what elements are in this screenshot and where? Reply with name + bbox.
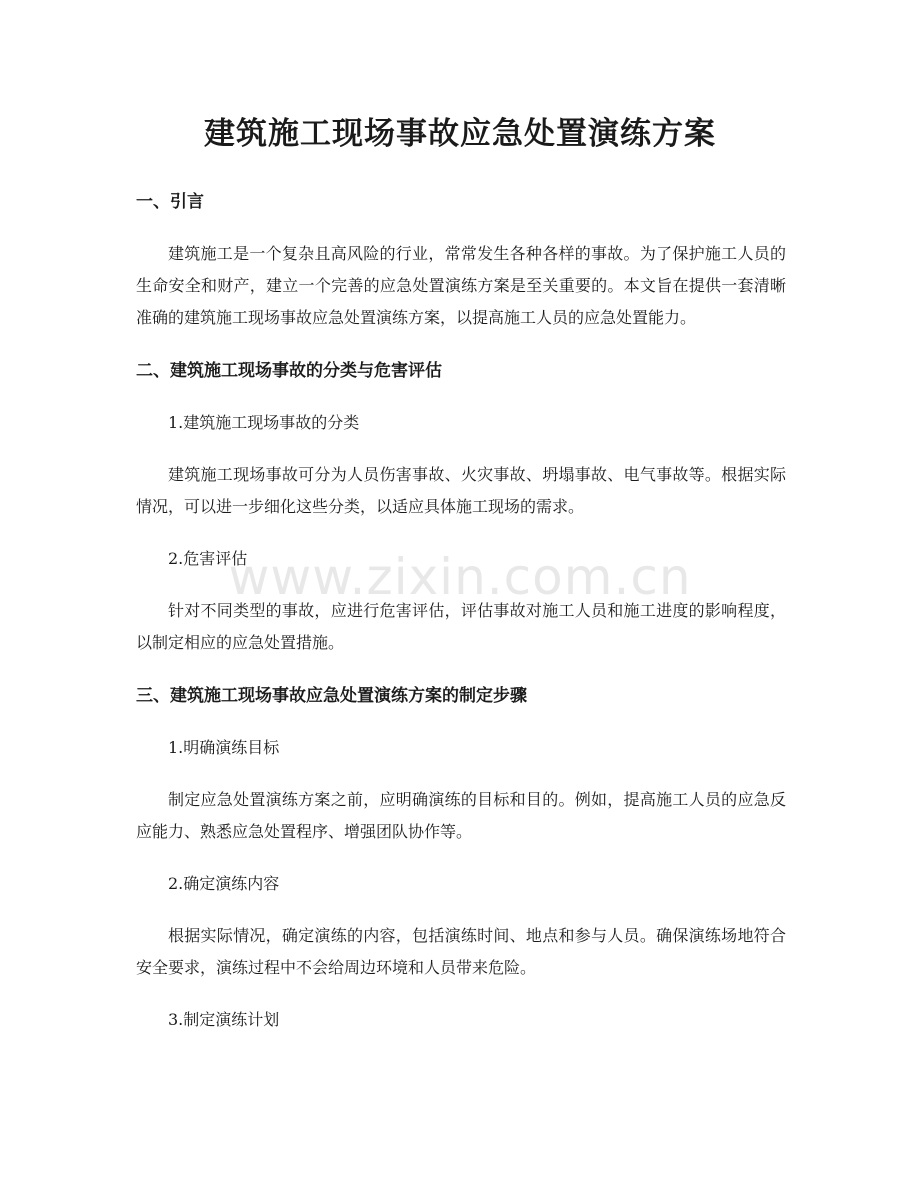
subheading-drill-goal: 1.明确演练目标 (168, 738, 280, 757)
subheading-hazard-assessment: 2.危害评估 (168, 549, 248, 568)
paragraph-classification: 建筑施工现场事故可分为人员伤害事故、火灾事故、坍塌事故、电气事故等。根据实际情况，可以进一步细化这些分类，以适应具体施工现场的需求。 (136, 465, 786, 516)
paragraph-intro: 建筑施工是一个复杂且高风险的行业，常常发生各种各样的事故。为了保护施工人员的生命安全和财产，建立一个完善的应急处置演练方案是至关重要的。本文旨在提供一套清晰准确的建筑施工现场事故应急处置演练方案，以提高施工人员的应急处置能力。 (136, 244, 786, 327)
subheading-drill-content: 2.确定演练内容 (168, 874, 280, 893)
paragraph-drill-goal: 制定应急处置演练方案之前，应明确演练的目标和目的。例如，提高施工人员的应急反应能力、熟悉应急处置程序、增强团队协作等。 (136, 790, 786, 841)
subheading-drill-plan: 3.制定演练计划 (168, 1010, 280, 1029)
subheading-classification: 1.建筑施工现场事故的分类 (168, 413, 360, 432)
paragraph-drill-content: 根据实际情况，确定演练的内容，包括演练时间、地点和参与人员。确保演练场地符合安全要求，演练过程中不会给周边环境和人员带来危险。 (136, 926, 786, 977)
document-body (136, 186, 786, 1036)
section-heading-classification: 二、建筑施工现场事故的分类与危害评估 (136, 361, 442, 381)
watermark: www.zixin.com.cn (228, 548, 692, 606)
document-title: 建筑施工现场事故应急处置演练方案 (204, 116, 716, 152)
paragraph-hazard-assessment: 针对不同类型的事故，应进行危害评估，评估事故对施工人员和施工进度的影响程度，以制定相应的应急处置措施。 (136, 601, 786, 652)
section-heading-steps: 三、建筑施工现场事故应急处置演练方案的制定步骤 (136, 686, 527, 706)
section-heading-intro: 一、引言 (136, 192, 204, 212)
